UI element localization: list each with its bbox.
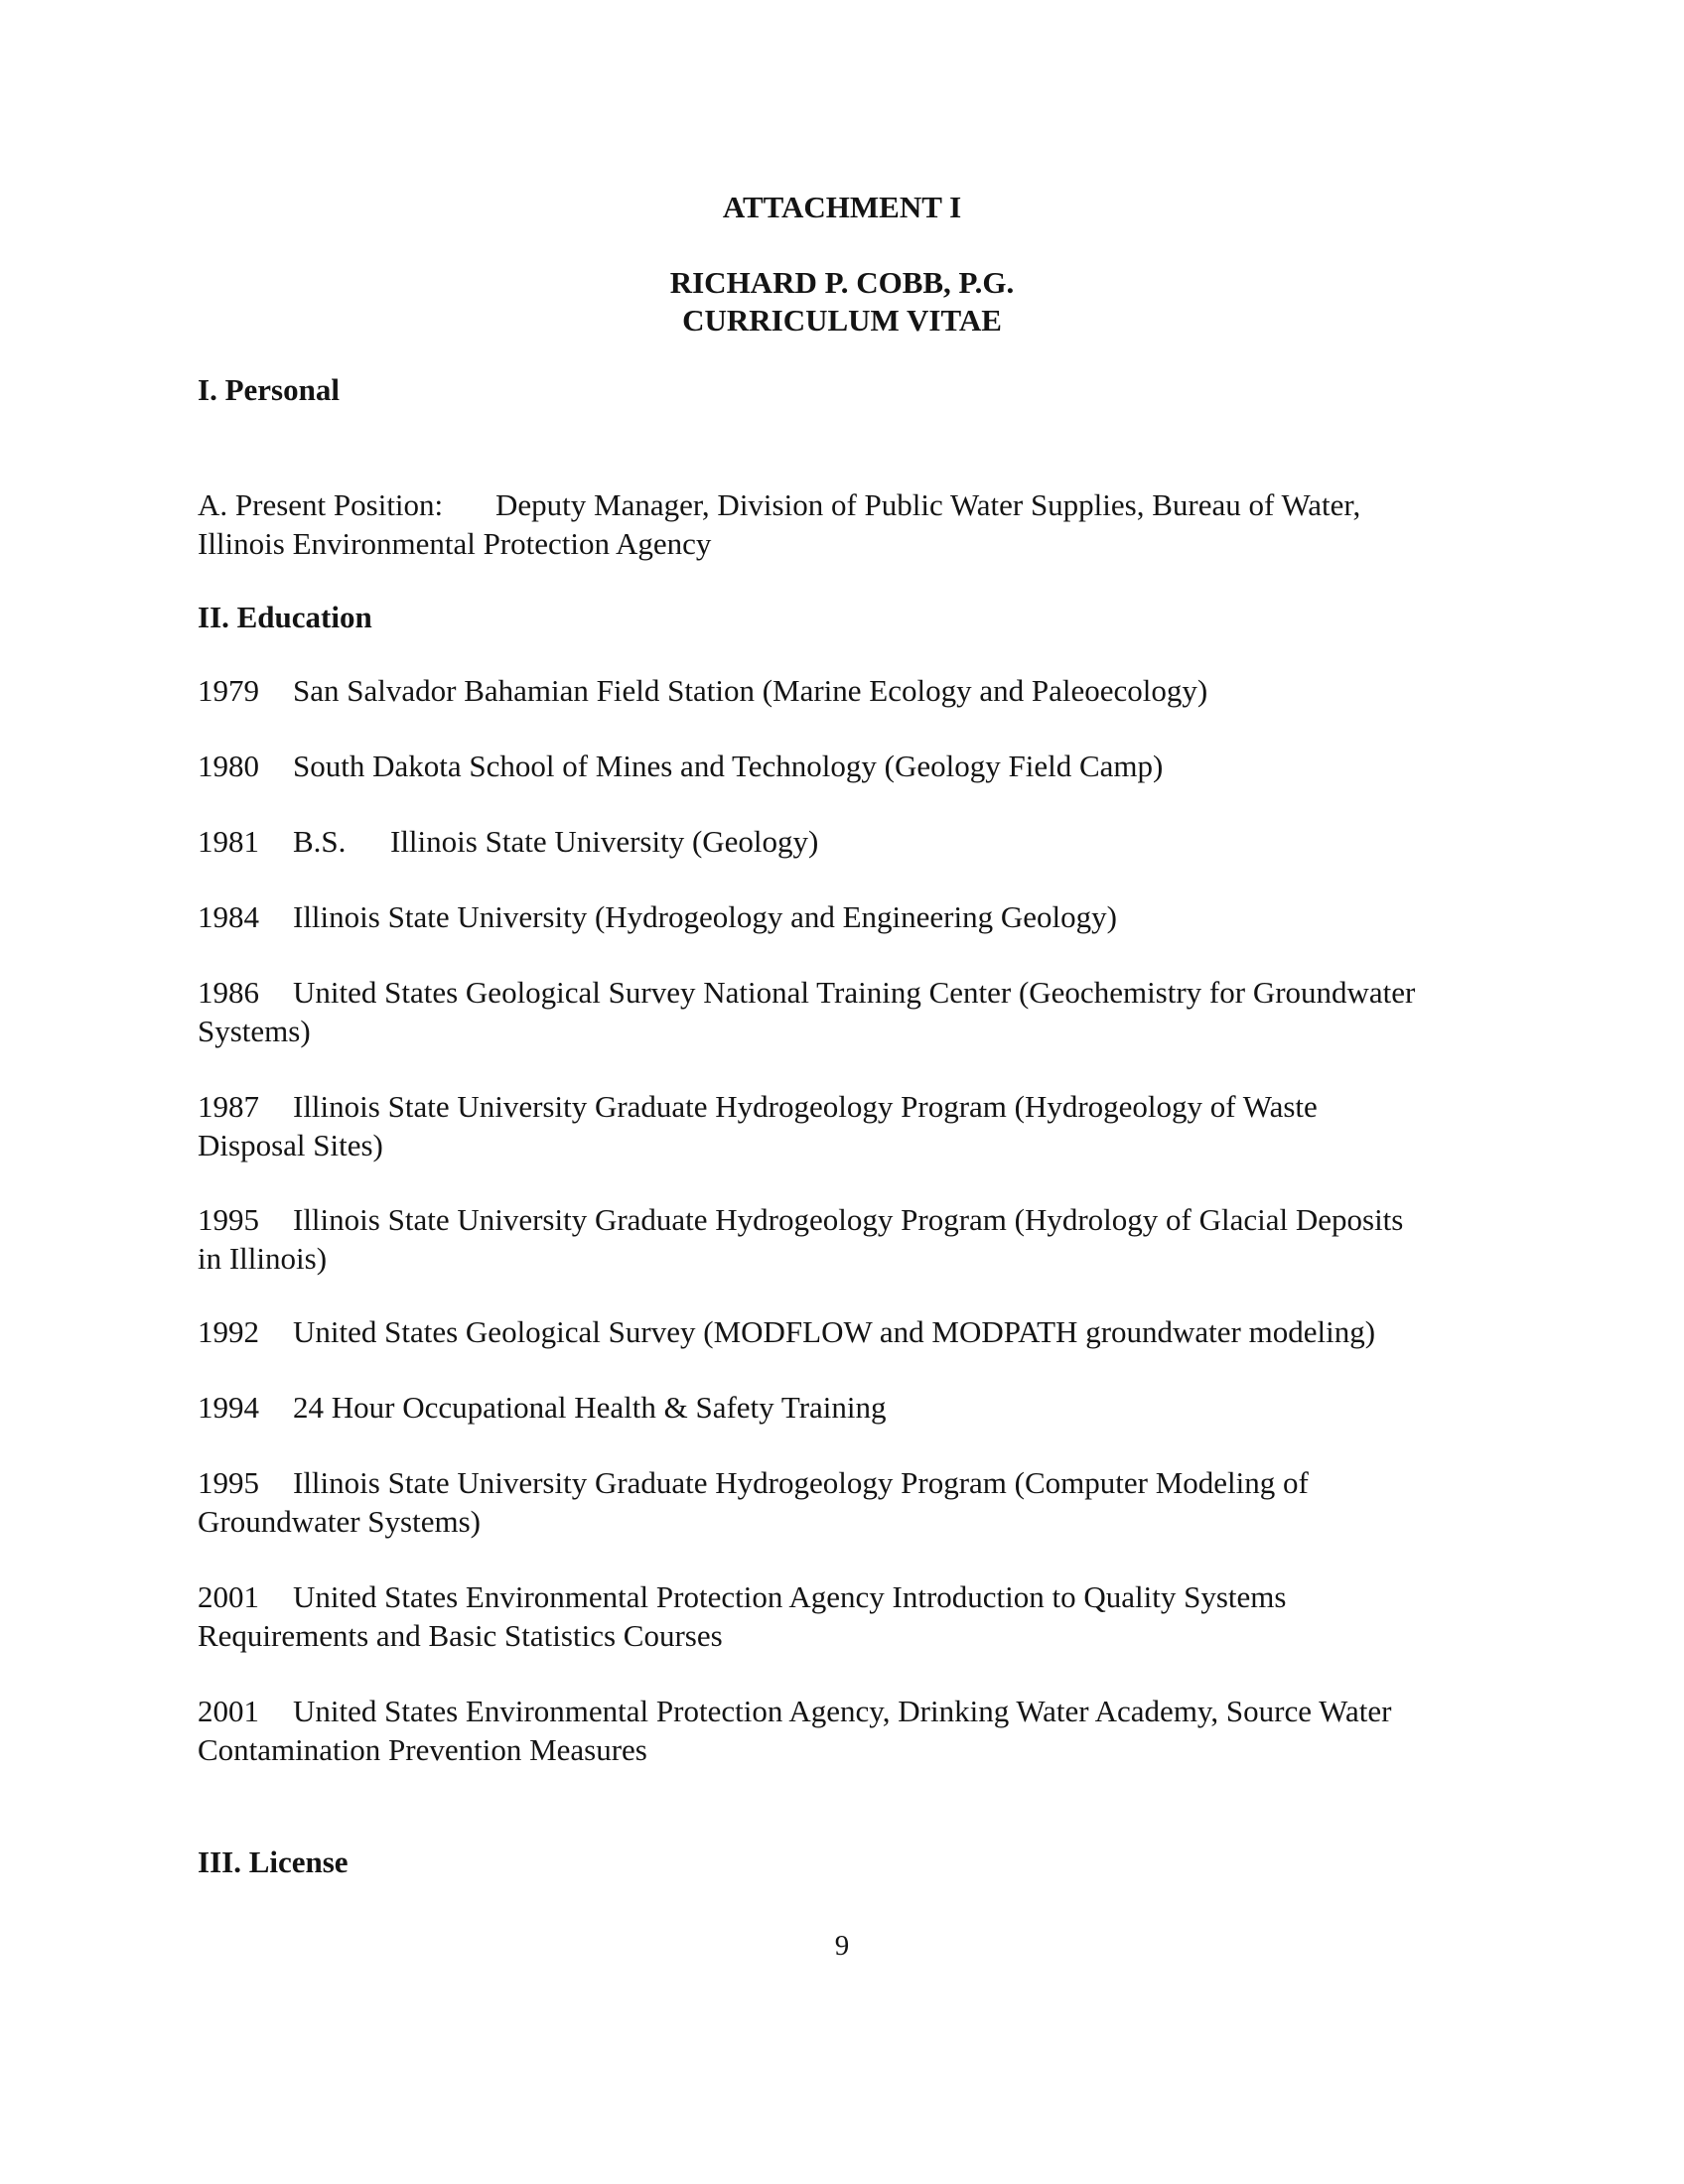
education-year: 1980 [198, 749, 259, 783]
education-year: 1984 [198, 899, 259, 934]
education-text: United States Environmental Protection Agency Introduction to Quality Systems [293, 1579, 1287, 1614]
education-text: San Salvador Bahamian Field Station (Marine Ecology and Paleoecology) [293, 673, 1208, 708]
education-year: 2001 [198, 1579, 259, 1614]
education-year: 1992 [198, 1314, 259, 1349]
license-heading: III. License [198, 1844, 349, 1879]
education-entry [198, 822, 1528, 861]
attachment-title: ATTACHMENT I [722, 190, 962, 224]
education-entry [198, 1577, 1528, 1655]
present-position [198, 485, 1528, 563]
education-entry [198, 1388, 1528, 1427]
education-year: 1986 [198, 975, 259, 1010]
education-text: Illinois State University Graduate Hydrogeology Program (Computer Modeling of [293, 1465, 1309, 1500]
education-entry [198, 671, 1528, 710]
education-entry [198, 1312, 1528, 1351]
education-text: United States Environmental Protection Agency, Drinking Water Academy, Source Water [293, 1694, 1392, 1728]
education-text: South Dakota School of Mines and Technology (Geology Field Camp) [293, 749, 1164, 783]
education-heading: II. Education [198, 600, 372, 634]
education-text-continued: in Illinois) [198, 1241, 328, 1276]
education-text: Illinois State University (Geology) [390, 824, 819, 859]
present-position-line2: Illinois Environmental Protection Agency [198, 526, 712, 561]
present-position-line1 [198, 485, 1528, 524]
page-number: 9 [834, 1930, 850, 1962]
education-text: Illinois State University Graduate Hydrogeology Program (Hydrogeology of Waste [293, 1089, 1318, 1124]
present-position-value: Deputy Manager, Division of Public Water Supplies, Bureau of Water, [495, 487, 1361, 522]
education-text: 24 Hour Occupational Health & Safety Training [293, 1390, 887, 1425]
education-year: 1995 [198, 1202, 259, 1237]
education-text-continued: Contamination Prevention Measures [198, 1732, 647, 1767]
cv-title: CURRICULUM VITAE [682, 303, 1002, 338]
education-entry [198, 973, 1528, 1050]
name-line: RICHARD P. COBB, P.G. [669, 265, 1015, 300]
education-text-continued: Disposal Sites) [198, 1128, 383, 1162]
education-year: 1987 [198, 1089, 259, 1124]
education-text: United States Geological Survey (MODFLOW and MODPATH groundwater modeling) [293, 1314, 1376, 1349]
education-text-continued: Systems) [198, 1014, 311, 1048]
personal-heading: I. Personal [198, 372, 340, 407]
education-text: Illinois State University (Hydrogeology and Engineering Geology) [293, 899, 1117, 934]
education-text-continued: Requirements and Basic Statistics Courses [198, 1618, 723, 1653]
education-entry [198, 1692, 1528, 1769]
education-year: 1995 [198, 1465, 259, 1500]
education-entry [198, 747, 1528, 785]
education-year: 1979 [198, 673, 259, 708]
education-year: 2001 [198, 1694, 259, 1728]
education-text: United States Geological Survey National Training Center (Geochemistry for Groundwater [293, 975, 1416, 1010]
education-year: 1994 [198, 1390, 259, 1425]
education-degree: B.S. [293, 824, 347, 859]
education-year: 1981 [198, 824, 259, 859]
education-text: Illinois State University Graduate Hydrogeology Program (Hydrology of Glacial Deposits [293, 1202, 1404, 1237]
education-entry [198, 897, 1528, 936]
education-entry [198, 1200, 1528, 1278]
present-position-label: A. Present Position: [198, 487, 444, 522]
education-entry [198, 1463, 1528, 1541]
education-entry [198, 1087, 1528, 1164]
education-text-continued: Groundwater Systems) [198, 1504, 481, 1539]
